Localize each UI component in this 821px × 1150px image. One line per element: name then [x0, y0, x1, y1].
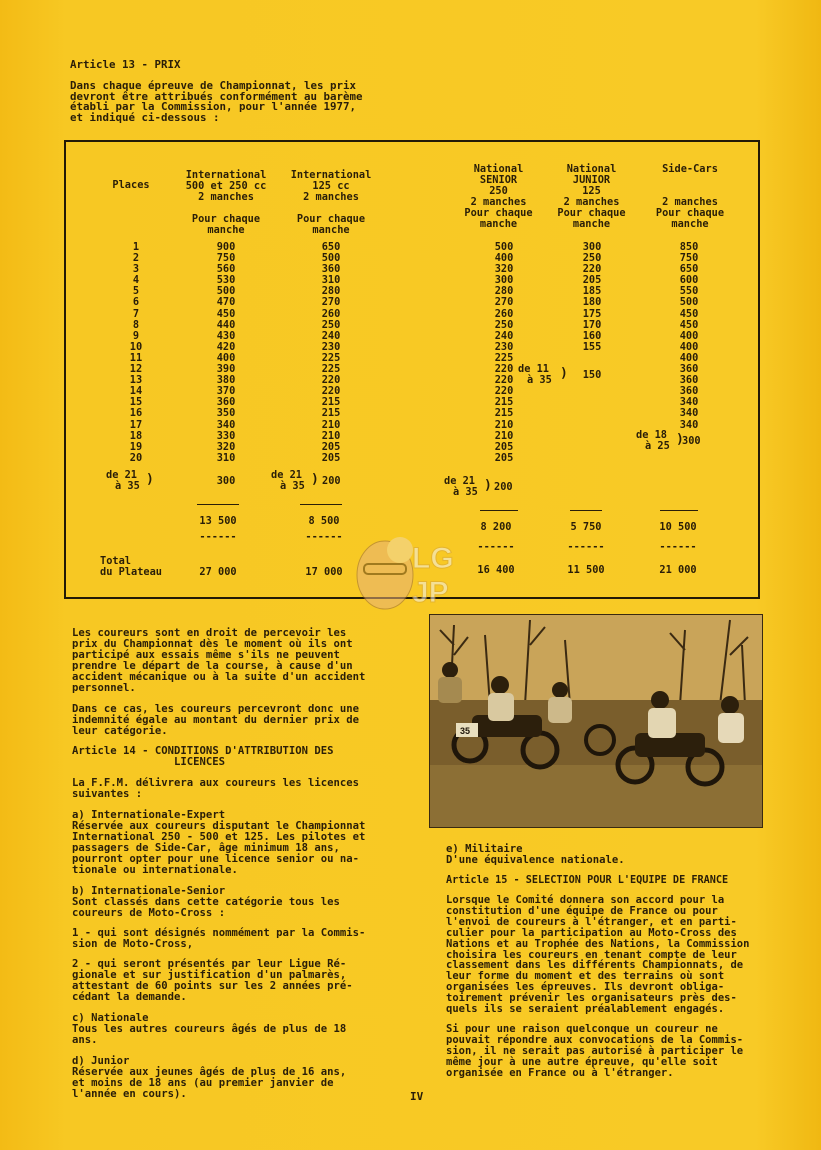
place-cell: 20 [129, 451, 143, 464]
header-int-125-line: 125 cc [312, 180, 350, 193]
range-21-a-2: à 35 [280, 480, 305, 492]
left-p2-line: leur catégorie. [72, 725, 168, 737]
nat-senior-cell: 230 [494, 340, 514, 353]
place-cell: 6 [132, 296, 140, 309]
article-15-title-line: Article 15 - SELECTION POUR L'EQUIPE DE FRANCE [446, 875, 729, 886]
int-250-cell: 350 [216, 407, 236, 420]
place-cell: 7 [132, 307, 140, 320]
header-nat-senior-line: 250 [489, 185, 508, 198]
header-int-250-line: International [185, 169, 267, 181]
left-p3-line: La F.F.M. délivrera aux coureurs les licences [72, 777, 360, 789]
right-p1-line: classement dans les différents Championnats, de [446, 959, 744, 972]
subtotal-int-125: 8 500 [308, 515, 340, 527]
header-nat-senior-line: SENIOR [479, 174, 518, 187]
svg-text:35: 35 [460, 726, 471, 736]
nat-senior-cell: 215 [494, 407, 514, 420]
license-a-text-line: pourront opter pour une licence senior ou na- [72, 853, 360, 865]
header-int-125-line: 2 manches [303, 191, 359, 204]
int-125-cell: 210 [321, 418, 341, 431]
nat-senior-cell: 250 [494, 318, 514, 331]
nat-junior-cell: 180 [582, 296, 602, 309]
header-int-250-line: Pour chaque [191, 213, 261, 226]
side-range-a: à 25 [645, 440, 670, 452]
nat-junior-cell: 170 [582, 318, 602, 331]
nat-senior-cell: 500 [494, 241, 514, 253]
range-21-de-1: de 21 [106, 469, 137, 481]
license-a-text-line: Réservée aux coureurs disputant le Championnat [72, 820, 366, 832]
int-250-column [201, 242, 251, 464]
license-b2-line: attestant de 60 points sur les 2 années pré- [72, 980, 353, 992]
nat-junior-cell: 160 [582, 329, 602, 342]
license-b1-line: 1 - qui sont désignés nommément par la Commis- [72, 927, 366, 939]
int-125-cell: 270 [321, 296, 341, 309]
right-p1-line: choisira les coureurs en tenant compte de leur [446, 948, 737, 961]
side-cars-cell: 400 [679, 329, 699, 342]
total-label-2: du Plateau [100, 566, 162, 578]
right-p1-line: l'envoi de coureurs à l'étranger, et en parti- [446, 915, 737, 928]
license-d-title-line: d) Junior [72, 1055, 130, 1067]
side-cars-cell: 340 [679, 396, 699, 409]
place-cell: 15 [129, 396, 143, 409]
side-cars-cell: 360 [679, 363, 699, 376]
int-250-cell: 340 [216, 418, 236, 431]
rule-int-125 [300, 504, 342, 505]
side-range-de: de 18 [636, 429, 667, 441]
intro-line: Dans chaque épreuve de Championnat, les prix [70, 79, 357, 92]
side-cars-cell: 650 [679, 263, 699, 276]
side-cars-cell: 340 [679, 407, 699, 420]
nat-senior-cell: 215 [494, 396, 514, 409]
header-int-250-line: 2 manches [198, 191, 254, 204]
right-p2-line: sion, il ne serait pas autorisé à participer le [446, 1044, 744, 1057]
license-d-text-line: l'année en cours). [72, 1088, 187, 1100]
subtotal-nat-junior: 5 750 [570, 521, 602, 533]
int-125-cell: 220 [321, 374, 341, 387]
int-250-cell: 470 [216, 296, 236, 309]
int-125-cell: 260 [321, 307, 341, 320]
nat-junior-cell: 185 [582, 285, 602, 298]
dashes-nat-junior: ------ [567, 541, 605, 553]
int-250-cell: 750 [216, 252, 236, 265]
nat-junior-cell: 300 [582, 241, 602, 253]
int-125-cell: 205 [321, 451, 341, 464]
rule-nat-junior [570, 510, 602, 511]
total-nat-junior: 11 500 [567, 564, 605, 576]
side-cars-cell: 340 [679, 418, 699, 431]
nat-senior-cell: 240 [494, 329, 514, 342]
nat-senior-column [479, 242, 529, 464]
rule-nat-senior [480, 510, 518, 511]
int-250-cell: 360 [216, 396, 236, 409]
place-cell: 16 [129, 407, 143, 420]
intro-line: devront être attribués conformément au barème [70, 89, 363, 103]
range-21-a-1: à 35 [115, 480, 140, 492]
license-b-text-line: Sont classés dans cette catégorie tous les [72, 896, 340, 908]
side-cars-cell: 600 [679, 274, 699, 287]
nat-senior-cell: 210 [494, 418, 514, 431]
junior-range-a: à 35 [527, 374, 552, 386]
header-int-125-line: Pour chaque [296, 213, 366, 226]
right-p1-line: Lorsque le Comité donnera son accord pour la [446, 894, 725, 906]
int-250-cell: 370 [216, 385, 236, 398]
total-label-1: Total [100, 555, 131, 567]
place-cell: 5 [132, 285, 140, 298]
place-cell: 13 [129, 374, 143, 387]
dashes-int-250: ------ [199, 531, 237, 543]
header-nat-senior-line: 2 manches [470, 196, 527, 209]
place-cell: 10 [129, 340, 143, 353]
int-125-cell: 310 [321, 274, 341, 287]
article-13-title: Article 13 - PRIX [70, 58, 181, 71]
int-250-cell: 530 [216, 274, 236, 287]
place-cell: 1 [132, 241, 140, 253]
header-nat-junior-line: 2 manches [563, 196, 620, 209]
left-p1-line: prendre le départ de la course, à cause d'un [72, 660, 353, 672]
subtotal-nat-senior: 8 200 [480, 521, 512, 533]
license-e-text-line: D'une équivalence nationale. [446, 854, 625, 866]
license-a-title-line: a) Internationale-Expert [72, 809, 226, 821]
prize-table: Places International 500 et 250 cc 2 manches Pour chaque manche International 125 cc 2 manches Pour chaque manche National SENIOR 250 2 manches Pour chaque manche National JUNIOR 125 2 manches Pour chaque manche Side-Cars 2 manches Pour chaque manche 1 2 3 4 5 6 7 8 9 10 11 12 13 14 15 16 17 18 19 20 900 750 560 530 500 470 450 440 430 420 400 390 380 370 360 350 340 330 320 310 650 500 360 310 280 270 260 250 240 230 225 225 220 220 215 215 210 210 205 205 500 400 320 300 280 270 260 250 240 230 225 220 220 220 215 215 210 210 205 205 300 250 220 205 185 180 175 170 160 155 850 750 650 600 550 500 450 450 400 400 400 360 360 360 340 340 340 de 11 à 35 ) 150 de 18 à 25 ) 300 de 21 à 35 ) 300 de 21 à 35 ) 200 de 21 à 35 ) 200 13 500 8 500 8 200 5 750 10 500 ------ ------ ------ ------ ------ Total du Plateau 27 000 17 000 16 400 11 500 21 000 [64, 140, 760, 599]
int-250-cell: 320 [216, 440, 236, 453]
left-p1-line: participé aux essais même s'ils ne peuvent [72, 649, 340, 661]
header-nat-senior-line: manche [479, 218, 518, 231]
place-cell: 11 [129, 351, 143, 364]
header-nat-junior-line: manche [572, 218, 611, 231]
license-d-text-line: Réservée aux jeunes âgés de plus de 16 ans, [72, 1066, 347, 1078]
article-13-intro [70, 81, 363, 123]
int-125-cell: 220 [321, 385, 341, 398]
place-cell: 19 [129, 440, 143, 453]
license-e-title-line: e) Militaire [446, 843, 523, 855]
right-p1-line: leur forme du moment et des terrains où sont [446, 970, 725, 983]
int-250-cell: 450 [216, 307, 236, 320]
right-column [446, 844, 749, 1079]
subtotal-side-cars: 10 500 [659, 521, 697, 533]
int-125-cell: 225 [321, 351, 341, 364]
header-int-125-line: manche [312, 224, 350, 237]
nat-junior-cell: 250 [582, 252, 602, 265]
header-nat-junior-line: 125 [582, 185, 601, 198]
nat-junior-cell: 175 [582, 307, 602, 320]
nat-senior-cell: 260 [494, 307, 514, 320]
side-cars-cell: 500 [679, 296, 699, 309]
place-cell: 2 [132, 252, 140, 265]
license-a-text-line: tionale ou internationale. [72, 864, 238, 876]
place-cell: 3 [132, 263, 140, 276]
int-250-cell: 380 [216, 374, 236, 387]
left-p2-line: Dans ce cas, les coureurs percevront donc une [72, 703, 360, 715]
range-int-250-value: 300 [216, 475, 236, 487]
license-b-text-line: coureurs de Moto-Cross : [72, 907, 226, 919]
int-125-cell: 500 [321, 252, 341, 265]
license-b2-line: cédant la demande. [72, 991, 187, 1003]
side-cars-cell: 750 [679, 252, 699, 265]
place-cell: 18 [129, 429, 143, 442]
left-p1-line: Les coureurs sont en droit de percevoir les [72, 627, 347, 639]
intro-line: établi par la Commission, pour l'année 1977, [70, 100, 357, 113]
place-cell: 4 [132, 274, 140, 287]
int-250-cell: 400 [216, 351, 236, 364]
range-21-de-2: de 21 [271, 469, 302, 481]
header-nat-junior-line: JUNIOR [572, 174, 611, 187]
side-cars-cell: 550 [679, 285, 699, 298]
int-125-cell: 210 [321, 429, 341, 442]
place-cell: 8 [132, 318, 140, 331]
subtotal-int-250: 13 500 [199, 515, 237, 527]
int-125-cell: 250 [321, 318, 341, 331]
nat-senior-cell: 220 [494, 385, 514, 398]
nat-senior-cell: 300 [494, 274, 514, 287]
header-nat-senior-line: National [473, 163, 524, 175]
side-cars-cell: 360 [679, 374, 699, 387]
header-side-cars-line [640, 175, 740, 186]
side-cars-cell: 400 [679, 340, 699, 353]
nat-senior-cell: 400 [494, 252, 514, 265]
place-cell: 12 [129, 363, 143, 376]
watermark-jp: JP [412, 576, 449, 609]
left-p2-line: indemnité égale au montant du dernier prix de [72, 714, 360, 726]
int-125-cell: 225 [321, 363, 341, 376]
int-125-cell: 360 [321, 263, 341, 276]
side-cars-cell: 400 [679, 351, 699, 364]
junior-range-de: de 11 [518, 363, 549, 375]
right-p1-line: constitution d'une équipe de France ou pour [446, 904, 718, 917]
license-c-text-line: ans. [72, 1034, 98, 1046]
left-p1-line: prix du Championnat dès le moment où ils ont [72, 638, 353, 650]
header-nat-junior-line: National [566, 163, 617, 175]
header-side-cars-line: Pour chaque [655, 207, 725, 220]
int-125-cell: 230 [321, 340, 341, 353]
license-b1-line: sion de Moto-Cross, [72, 938, 194, 950]
int-250-cell: 390 [216, 363, 236, 376]
dashes-int-125: ------ [305, 531, 343, 543]
header-nat-senior-line: Pour chaque [464, 207, 533, 220]
range-int-125-value: 200 [322, 475, 341, 487]
total-int-125: 17 000 [305, 566, 343, 578]
int-125-column [306, 242, 356, 464]
left-p3-line: suivantes : [72, 788, 143, 800]
int-250-cell: 310 [216, 451, 236, 464]
nat-senior-cell: 270 [494, 296, 514, 309]
license-b2-line: 2 - qui seront présentés par leur Ligue Ré- [72, 958, 347, 970]
nat-senior-cell: 280 [494, 285, 514, 298]
rule-side-cars [660, 510, 698, 511]
int-250-cell: 440 [216, 318, 236, 331]
intro-line: et indiqué ci-dessous : [70, 110, 220, 124]
int-250-cell: 330 [216, 429, 236, 442]
license-d-text-line: et moins de 18 ans (au premier janvier de [72, 1077, 334, 1089]
license-a-text-line: passagers de Side-Car, âge minimum 18 ans, [72, 842, 340, 854]
right-p1-line: culier pour la participation au Moto-Cross des [446, 926, 737, 939]
header-side-cars-line: manche [671, 218, 709, 231]
rule-int-250 [197, 504, 239, 505]
places-header: Places [112, 179, 150, 191]
left-p1-line: accident mécanique ou à la suite d'un accident [72, 671, 366, 683]
header-int-125-line: International [290, 169, 372, 181]
range-nat-senior-value: 200 [494, 481, 513, 493]
side-cars-cell: 450 [679, 318, 699, 331]
license-a-text-line: International 250 - 500 et 125. Les pilotes et [72, 831, 366, 843]
page-number: IV [410, 1090, 424, 1103]
right-p1-line: quels ils se seraient préalablement engagés. [446, 1003, 725, 1016]
right-p2-line: Si pour une raison quelconque un coureur ne [446, 1022, 718, 1035]
nat-senior-cell: 220 [494, 363, 514, 376]
int-125-cell: 650 [321, 241, 341, 253]
watermark-lg: LG [412, 542, 454, 575]
range-21-a-3: à 35 [453, 486, 478, 498]
nat-senior-cell: 210 [494, 429, 514, 442]
int-250-cell: 500 [216, 285, 236, 298]
nat-junior-column [567, 242, 617, 353]
right-p1-line: Nations et au Trophée des Nations, la Commission [446, 937, 750, 950]
motocross-photo [429, 614, 763, 828]
int-250-cell: 900 [216, 241, 236, 253]
dashes-nat-senior: ------ [477, 541, 515, 553]
place-cell: 14 [129, 385, 143, 398]
int-125-cell: 215 [321, 407, 341, 420]
nat-senior-cell: 220 [494, 374, 514, 387]
header-side-cars-line: Side-Cars [662, 163, 718, 175]
header-nat-senior [451, 164, 546, 231]
header-int-250-line: 500 et 250 cc [185, 180, 267, 193]
right-p2-line: même jour à une autre épreuve, qu'elle soit [446, 1055, 718, 1068]
license-b2-line: gionale et sur justification d'un palmarès, [72, 969, 347, 981]
article-14-title-line: Article 14 - CONDITIONS D'ATTRIBUTION DES [72, 745, 334, 757]
int-125-cell: 205 [321, 440, 341, 453]
junior-range-value: 150 [582, 369, 602, 381]
int-125-cell: 280 [321, 285, 341, 298]
side-range-value: 300 [682, 435, 701, 447]
license-c-title-line: c) Nationale [72, 1012, 149, 1024]
nat-senior-cell: 205 [494, 451, 514, 464]
int-125-cell: 240 [321, 329, 341, 342]
header-int-250 [166, 170, 286, 237]
range-21-de-3: de 21 [444, 475, 475, 487]
watermark-logo [350, 530, 475, 615]
nat-senior-cell: 225 [494, 351, 514, 364]
header-nat-junior-line: Pour chaque [557, 207, 626, 220]
int-250-cell: 430 [216, 329, 236, 342]
right-p1-line: toirement prévenir les organisateurs près des- [446, 992, 737, 1005]
license-c-text-line: Tous les autres coureurs âgés de plus de 18 [72, 1023, 347, 1035]
right-p1-line: organisées les épreuves. Ils devront obliga- [446, 981, 725, 994]
total-side-cars: 21 000 [659, 564, 697, 576]
left-column [72, 628, 365, 1100]
article-14-title-line: LICENCES [174, 756, 226, 768]
place-cell: 9 [132, 329, 140, 342]
side-cars-column [664, 242, 714, 431]
total-nat-senior: 16 400 [477, 564, 515, 576]
nat-junior-cell: 220 [582, 263, 602, 276]
header-side-cars [640, 164, 740, 231]
dashes-side-cars: ------ [659, 541, 697, 553]
place-cell: 17 [129, 418, 143, 431]
nat-junior-cell: 155 [582, 340, 602, 353]
header-nat-junior [544, 164, 639, 231]
header-int-125 [271, 170, 391, 237]
right-p2-line: organisée en France ou à l'étranger. [446, 1066, 674, 1079]
total-int-250: 27 000 [199, 566, 237, 578]
license-b-title-line: b) Internationale-Senior [72, 885, 226, 897]
header-side-cars-line: 2 manches [662, 196, 718, 209]
nat-senior-cell: 320 [494, 263, 514, 276]
int-250-cell: 560 [216, 263, 236, 276]
int-250-cell: 420 [216, 340, 236, 353]
nat-junior-cell: 205 [582, 274, 602, 287]
left-p1-line: personnel. [72, 682, 136, 694]
side-cars-cell: 850 [679, 241, 699, 253]
side-cars-cell: 450 [679, 307, 699, 320]
header-int-250-line: manche [207, 224, 245, 237]
places-column [116, 242, 156, 464]
int-125-cell: 215 [321, 396, 341, 409]
nat-senior-cell: 205 [494, 440, 514, 453]
right-p2-line: pouvait répondre aux convocations de la Commis- [446, 1033, 744, 1046]
side-cars-cell: 360 [679, 385, 699, 398]
